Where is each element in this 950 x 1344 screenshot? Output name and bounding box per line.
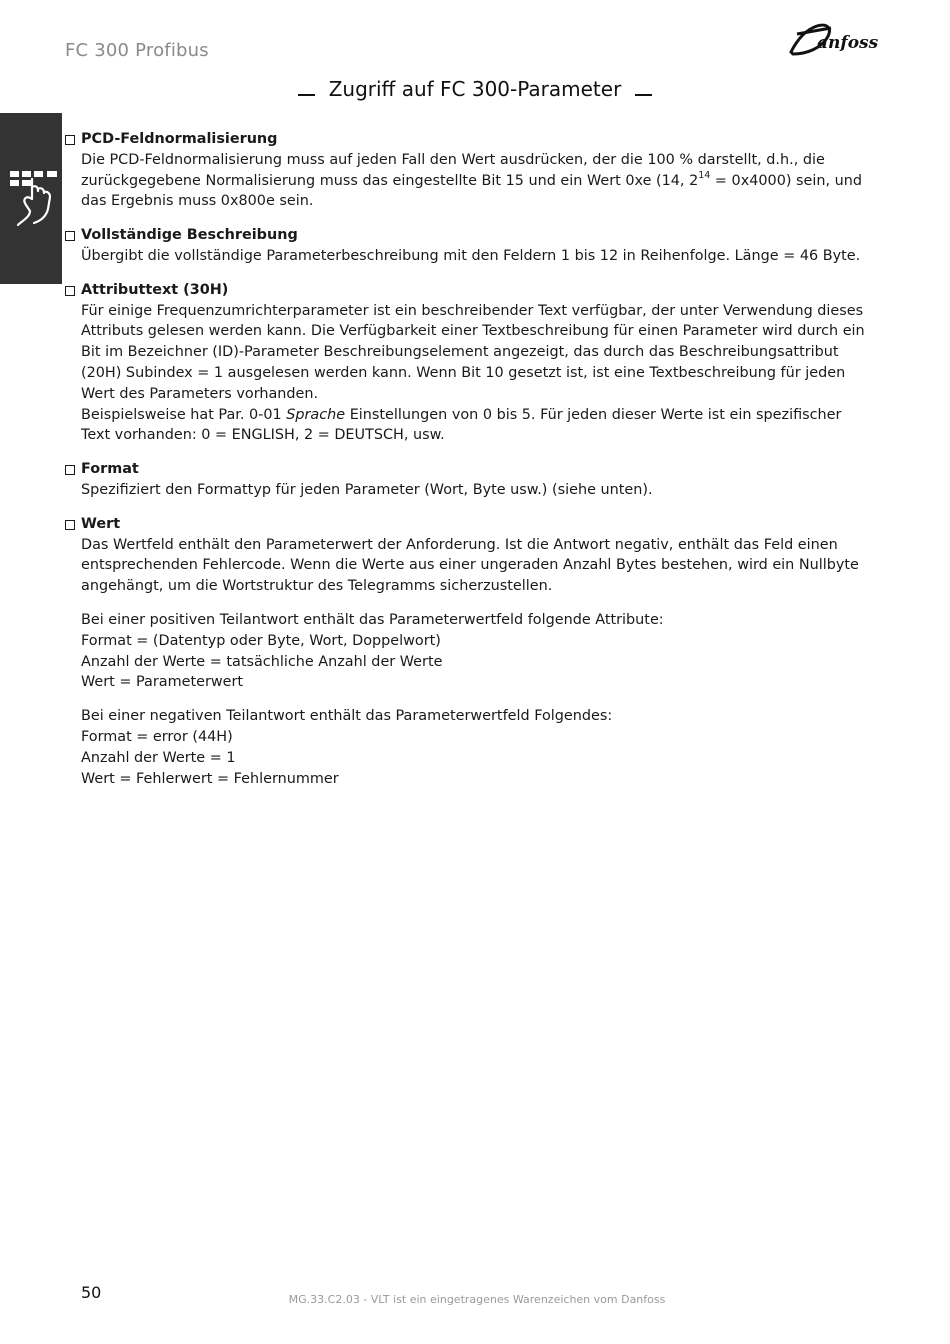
checkbox-square-icon [65, 465, 75, 475]
checkbox-square-icon [65, 231, 75, 241]
title-dash-right [635, 94, 652, 96]
item-heading: PCD-Feldnormalisierung [81, 131, 278, 147]
checkbox-square-icon [65, 286, 75, 296]
attribute-item-pcd-normalisation [64, 129, 874, 212]
block-line: Anzahl der Werte = 1 [81, 749, 236, 766]
title-dash-left [298, 94, 315, 96]
item-body: Die PCD-Feldnormalisierung muss auf jeden Fall den Wert ausdrücken, der die 100 % darstellt, d.h., die zurückgegebene Normalisierung muss das eingestellte Bit 15 und ein Wert 0xe (14, $2^{14} = 0x4000$) sein, und das Ergebnis muss 0x800e sein. [81, 151, 863, 210]
danfoss-logo [787, 18, 889, 60]
block-line: Anzahl der Werte = tatsächliche Anzahl der Werte [81, 653, 443, 670]
item-heading: Attributtext (30H) [81, 281, 229, 298]
side-chapter-tab [0, 113, 62, 284]
section-title-text: Zugriff auf FC 300-Parameter [328, 77, 622, 101]
page-number: 50 [81, 1283, 102, 1302]
attribute-item-attribute-text [64, 280, 874, 446]
attribute-item-format [64, 459, 874, 501]
block-line: Wert = Fehlerwert = Fehlernummer [81, 770, 339, 787]
checkbox-square-icon [65, 135, 75, 145]
item-heading: Format [81, 461, 139, 478]
block-line: Format = error (44H) [81, 728, 233, 745]
block-intro: Bei einer negativen Teilantwort enthält das Parameterwertfeld Folgendes: [81, 708, 613, 725]
negative-response-block [64, 706, 874, 789]
item-body: Das Wertfeld enthält den Parameterwert der Anforderung. Ist die Antwort negativ, enthält das Feld einen entsprechenden Fehlercode. Wenn die Werte aus einer ungeraden Anzahl Bytes bestehen, wird ein Nullbyte angehängt, um die Wortstruktur des Telegramms sicherzustellen. [81, 536, 859, 595]
footer-note: MG.33.C2.03 - VLT ist ein eingetragenes Warenzeichen vom Danfoss [288, 1293, 666, 1306]
parameter-name: Sprache [286, 406, 346, 423]
item-example: Beispielsweise hat Par. 0-01 Sprache Einstellungen von 0 bis 5. Für jeden dieser Werte ist ein spezifischer Text vorhanden: 0 = ENGLISH, 2 = DEUTSCH, usw. [81, 406, 842, 444]
hand-pressing-keys-icon [10, 165, 58, 227]
item-body: Spezifiziert den Formattyp für jeden Parameter (Wort, Byte usw.) (siehe unten). [81, 481, 653, 498]
item-heading: Wert [81, 515, 121, 532]
positive-response-block [64, 610, 874, 693]
block-intro: Bei einer positiven Teilantwort enthält das Parameterwertfeld folgende Attribute: [81, 611, 664, 628]
svg-text:anfoss: anfoss [817, 33, 879, 53]
section-title [0, 77, 950, 101]
main-content [64, 129, 874, 802]
attribute-item-full-description [64, 225, 874, 267]
block-line: Wert = Parameterwert [81, 674, 244, 691]
document-title: FC 300 Profibus [65, 40, 209, 61]
item-body: Übergibt die vollständige Parameterbeschreibung mit den Feldern 1 bis 12 in Reihenfolge. Länge = 46 Byte. [81, 247, 861, 264]
superscript: 14 [698, 169, 711, 181]
item-heading: Vollständige Beschreibung [81, 227, 298, 244]
block-line: Format = (Datentyp oder Byte, Wort, Doppelwort) [81, 632, 441, 649]
checkbox-square-icon [65, 520, 75, 530]
item-body: Für einige Frequenzumrichterparameter ist ein beschreibender Text verfügbar, der unter Verwendung dieses Attributs gelesen werden kann. Die Verfügbarkeit einer Textbeschreibung für einen Parameter wird durch ein Bit im Bezeichner (ID)-Parameter Beschreibungselement angezeigt, das durch das Beschreibungsattribut (20H) Subindex = 1 ausgelesen werden kann. Wenn Bit 10 gesetzt ist, ist eine Textbeschreibung für jeden Wert des Parameters vorhanden. [81, 302, 865, 402]
attribute-item-value [64, 514, 874, 597]
